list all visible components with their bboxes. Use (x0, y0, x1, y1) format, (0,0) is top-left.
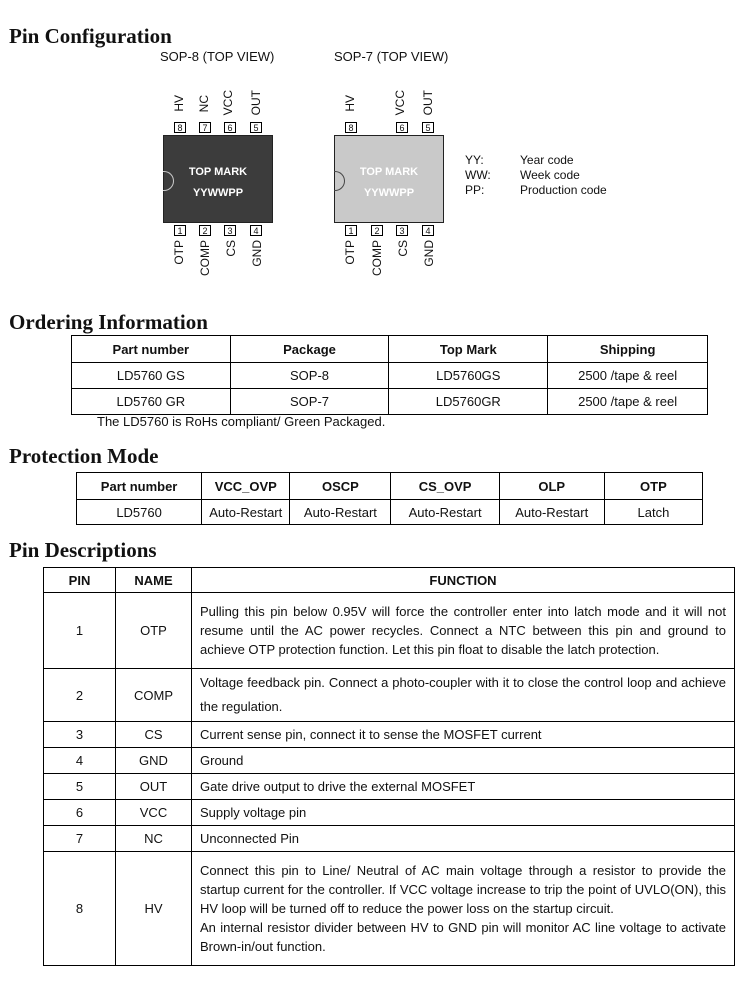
table-row (44, 722, 735, 748)
sop7-pin-number: 6 (396, 122, 408, 133)
sop8-pin-name: NC (197, 95, 211, 113)
table-cell: LD5760 GS (72, 363, 231, 389)
sop8-label: SOP-8 (TOP VIEW) (160, 49, 275, 64)
table-row (44, 800, 735, 826)
table-cell: LD5760 (77, 500, 202, 525)
table-header-cell: CS_OVP (391, 473, 499, 500)
table-header-row (72, 336, 708, 363)
sop7-pin-number: 8 (345, 122, 357, 133)
table-header-row (77, 473, 703, 500)
sop8-pin-name: OUT (249, 90, 263, 116)
table-cell: LD5760GS (389, 363, 548, 389)
pin-function: Gate drive output to drive the external MOSFET (192, 774, 735, 800)
table-header-cell: VCC_OVP (202, 473, 290, 500)
protection-title: Protection Mode (9, 444, 159, 468)
table-header-cell: OSCP (290, 473, 391, 500)
table-header-cell: Part number (72, 336, 231, 363)
pin-name: COMP (116, 669, 192, 722)
sop7-chip-body (334, 135, 444, 223)
table-header-cell: FUNCTION (192, 568, 735, 593)
pin-function-paragraph: An internal resistor divider between HV to GND pin will monitor AC line voltage to activate Brown-in/out function. (200, 920, 726, 954)
sop8-pin-number: 1 (174, 225, 186, 236)
pin-config-title: Pin Configuration (9, 24, 172, 48)
pin-name: HV (116, 852, 192, 966)
pin-name: GND (116, 748, 192, 774)
pin-name: OUT (116, 774, 192, 800)
table-row (77, 500, 703, 525)
sop7-pin-name: COMP (370, 240, 384, 276)
table-row (44, 852, 735, 966)
pin-function: Pulling this pin below 0.95V will force the controller enter into latch mode and it will not resume until the AC power recycles. Connect a NTC between this pin and ground to achieve OTP protection function. Let this pin float to disable the latch protection. (192, 593, 735, 669)
sop7-date-code: YYWWPP (363, 187, 415, 199)
mark-legend (465, 153, 665, 201)
table-cell: LD5760GR (389, 389, 548, 415)
sop7-pin-number: 1 (345, 225, 357, 236)
protection-table (76, 472, 703, 525)
sop8-pin-name: OTP (172, 240, 186, 265)
pin-name: OTP (116, 593, 192, 669)
table-row (72, 363, 708, 389)
table-cell: Auto-Restart (290, 500, 391, 525)
sop8-pin-number: 6 (224, 122, 236, 133)
legend-key: YY: (465, 153, 484, 167)
table-cell: 2500 /tape & reel (548, 363, 708, 389)
table-cell: Auto-Restart (391, 500, 499, 525)
sop8-pin-number: 5 (250, 122, 262, 133)
table-row (44, 748, 735, 774)
table-row (44, 826, 735, 852)
table-cell: LD5760 GR (72, 389, 231, 415)
pin-number: 8 (44, 852, 116, 966)
pin-number: 3 (44, 722, 116, 748)
pin-function (192, 852, 735, 966)
pin-function-paragraph: Connect this pin to Line/ Neutral of AC main voltage through a resistor to provide the startup current for the controller. If VCC voltage increase to trip the point of UVLO(ON), this HV loop will be turned off to reduce the power loss on the startup circuit. (200, 863, 726, 916)
table-row (72, 389, 708, 415)
pin-function: Unconnected Pin (192, 826, 735, 852)
sop7-pin-number: 3 (396, 225, 408, 236)
sop7-pin-name: OUT (421, 90, 435, 116)
rohs-note: The LD5760 is RoHs compliant/ Green Packaged. (97, 414, 386, 429)
sop8-pin-number: 4 (250, 225, 262, 236)
legend-key: PP: (465, 183, 485, 197)
table-header-cell: Top Mark (389, 336, 548, 363)
sop7-pin-name: CS (396, 240, 410, 257)
ordering-table (71, 335, 708, 415)
sop7-pin-name: OTP (343, 240, 357, 265)
sop8-pin-name: COMP (198, 240, 212, 276)
sop8-pin-name: GND (250, 240, 264, 267)
legend-value: Production code (520, 183, 607, 197)
sop8-top-mark: TOP MARK (188, 166, 248, 178)
sop8-pin-name: CS (224, 240, 238, 257)
ordering-title: Ordering Information (9, 310, 208, 334)
legend-key: WW: (465, 168, 491, 182)
sop7-pin-number: 4 (422, 225, 434, 236)
pin-number: 5 (44, 774, 116, 800)
pin-desc-title: Pin Descriptions (9, 538, 157, 562)
pin-number: 4 (44, 748, 116, 774)
sop8-pin-number: 2 (199, 225, 211, 236)
table-header-cell: NAME (116, 568, 192, 593)
sop8-pin-number: 7 (199, 122, 211, 133)
pin-number: 6 (44, 800, 116, 826)
table-header-cell: Package (230, 336, 389, 363)
table-cell: SOP-8 (230, 363, 389, 389)
pin-function: Supply voltage pin (192, 800, 735, 826)
table-row (44, 774, 735, 800)
sop8-pin-name: HV (172, 95, 186, 112)
table-row (44, 593, 735, 669)
pin-number: 1 (44, 593, 116, 669)
pin-desc-table (43, 567, 735, 966)
sop7-pin-name: VCC (393, 90, 407, 116)
table-header-cell: OLP (499, 473, 604, 500)
table-cell: Auto-Restart (202, 500, 290, 525)
table-header-cell: OTP (604, 473, 702, 500)
table-cell: SOP-7 (230, 389, 389, 415)
table-header-cell: Part number (77, 473, 202, 500)
sop7-pin-name: HV (343, 95, 357, 112)
pin-name: NC (116, 826, 192, 852)
legend-value: Year code (520, 153, 574, 167)
pin-number: 2 (44, 669, 116, 722)
table-cell: Latch (604, 500, 702, 525)
sop8-pin-number: 8 (174, 122, 186, 133)
pin-number: 7 (44, 826, 116, 852)
sop7-top-mark: TOP MARK (359, 166, 419, 178)
legend-value: Week code (520, 168, 580, 182)
pin-function: Current sense pin, connect it to sense the MOSFET current (192, 722, 735, 748)
sop7-pin-number: 2 (371, 225, 383, 236)
pin-function: Ground (192, 748, 735, 774)
pin-name: CS (116, 722, 192, 748)
pin-name: VCC (116, 800, 192, 826)
sop8-pin-number: 3 (224, 225, 236, 236)
sop7-pin-number: 5 (422, 122, 434, 133)
sop8-date-code: YYWWPP (192, 187, 244, 199)
table-header-row (44, 568, 735, 593)
table-header-cell: PIN (44, 568, 116, 593)
sop8-pin-name: VCC (221, 90, 235, 116)
pin-function: Voltage feedback pin. Connect a photo-coupler with it to close the control loop and achieve the regulation. (192, 669, 735, 722)
sop8-chip-body (163, 135, 273, 223)
table-row (44, 669, 735, 722)
table-header-cell: Shipping (548, 336, 708, 363)
sop7-pin-name: GND (422, 240, 436, 267)
table-cell: 2500 /tape & reel (548, 389, 708, 415)
sop7-label: SOP-7 (TOP VIEW) (334, 49, 449, 64)
table-cell: Auto-Restart (499, 500, 604, 525)
